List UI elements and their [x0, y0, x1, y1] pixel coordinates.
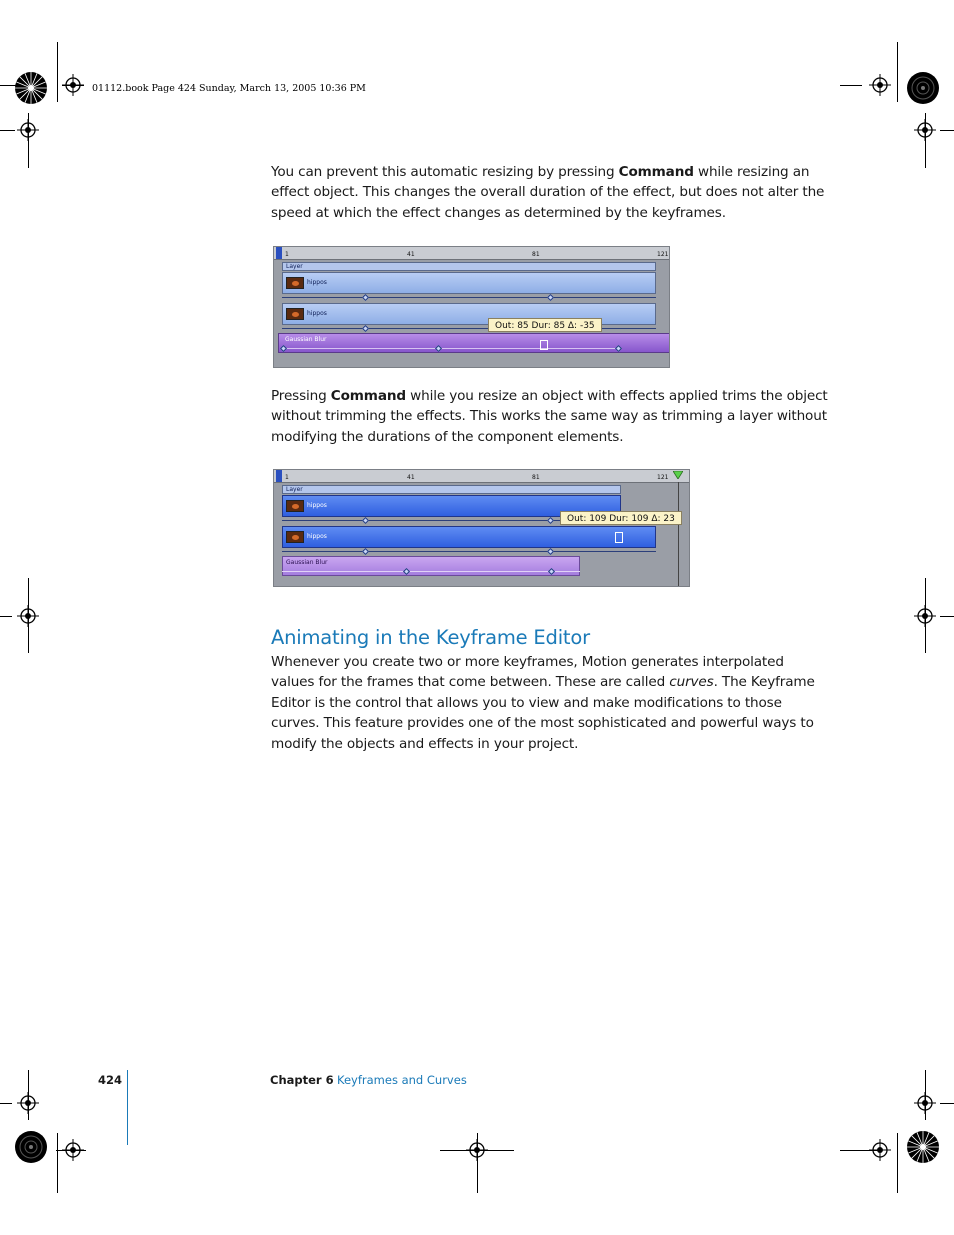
command-key-term: Command: [330, 388, 406, 404]
resize-cursor-icon: [615, 532, 623, 543]
color-target-mark-icon: [906, 71, 940, 105]
registration-mark-icon: [869, 74, 891, 96]
track-label: hippos: [307, 533, 327, 540]
track-bar-hippos[interactable]: [282, 272, 656, 294]
ruler-label: 81: [532, 474, 540, 481]
playhead-triangle-icon: [673, 471, 683, 479]
paragraph-resize-effect: [271, 162, 831, 223]
track-bar-hippos-selected[interactable]: [282, 526, 656, 548]
layer-group-bar[interactable]: [282, 485, 621, 494]
keyframe-line: [282, 348, 617, 349]
hippo-thumbnail: [286, 500, 304, 512]
keyframe-marker[interactable]: [362, 294, 369, 301]
registration-mark-icon: [62, 1139, 84, 1161]
timeline-ruler: [274, 247, 669, 260]
print-slug: 01112.book Page 424 Sunday, March 13, 2005 10:36 PM: [92, 83, 366, 94]
playhead-line: [678, 482, 679, 587]
keyframe-marker[interactable]: [547, 548, 554, 555]
layer-group-bar[interactable]: [282, 262, 656, 271]
layer-label: Layer: [286, 486, 303, 493]
paragraph-text: Pressing: [271, 388, 331, 404]
track-label: hippos: [307, 502, 327, 509]
registration-mark-icon: [62, 74, 84, 96]
page-number: 424: [98, 1073, 123, 1087]
ruler-label: 121: [657, 474, 669, 481]
starburst-mark-icon: [14, 71, 48, 105]
registration-mark-icon: [914, 1092, 936, 1114]
section-heading: Animating in the Keyframe Editor: [271, 626, 590, 649]
registration-mark-icon: [914, 119, 936, 141]
registration-mark-icon: [17, 119, 39, 141]
curves-term: curves: [669, 674, 714, 691]
keyframe-marker[interactable]: [362, 517, 369, 524]
keyframe-line: [282, 571, 580, 572]
keyframe-marker[interactable]: [547, 294, 554, 301]
keyframe-marker[interactable]: [362, 325, 369, 332]
footer-divider: [127, 1070, 128, 1145]
effect-bar-gaussian-blur[interactable]: [282, 556, 580, 576]
starburst-mark-icon: [906, 1130, 940, 1164]
registration-mark-icon: [17, 605, 39, 627]
registration-mark-icon: [17, 1092, 39, 1114]
paragraph-text: while you resize an object with effects applied trims the object without trimming the effects. This works the same way as trimming a layer without modifying the durations of the component elements.: [271, 388, 828, 445]
keyframe-line: [282, 297, 656, 298]
ruler-label: 1: [285, 251, 289, 258]
keyframe-line: [282, 551, 656, 552]
paragraph-trim-object: [271, 386, 831, 447]
paragraph-text: You can prevent this automatic resizing by pressing: [271, 164, 619, 180]
footer-chapter-title: Keyframes and Curves: [337, 1073, 467, 1087]
paragraph-keyframe-editor: [271, 652, 831, 754]
playhead-start-icon: [276, 470, 282, 482]
footer-chapter: Chapter 6: [270, 1073, 334, 1087]
ruler-label: 121: [657, 251, 669, 258]
effect-label: Gaussian Blur: [286, 559, 328, 566]
ruler-label: 1: [285, 474, 289, 481]
resize-cursor-icon: [540, 340, 548, 350]
registration-mark-icon: [914, 605, 936, 627]
hippo-thumbnail: [286, 308, 304, 320]
timeline-ruler: [274, 470, 689, 483]
registration-mark-icon: [466, 1139, 488, 1161]
timeline-screenshot-2: [273, 469, 690, 587]
ruler-label: 41: [407, 251, 415, 258]
layer-label: Layer: [286, 263, 303, 270]
ruler-label: 81: [532, 251, 540, 258]
paragraph-text: while resizing an effect object. This changes the overall duration of the effect, but does not alter the speed at which the effect changes as determined by the keyframes.: [271, 164, 825, 221]
color-target-mark-icon: [14, 1130, 48, 1164]
paragraph-text: . The Keyframe Editor is the control that allows you to view and make modifications to those curves. This feature provides one of the most sophisticated and powerful ways to modify the objects and effects in your project.: [271, 674, 815, 752]
timeline-screenshot-1: [273, 246, 670, 368]
effect-label: Gaussian Blur: [285, 336, 327, 343]
resize-tooltip: Out: 85 Dur: 85 Δ: -35: [488, 318, 602, 332]
command-key-term: Command: [618, 164, 694, 180]
keyframe-marker[interactable]: [547, 517, 554, 524]
hippo-thumbnail: [286, 531, 304, 543]
resize-tooltip: Out: 109 Dur: 109 Δ: 23: [560, 511, 682, 525]
hippo-thumbnail: [286, 277, 304, 289]
keyframe-marker[interactable]: [362, 548, 369, 555]
track-label: hippos: [307, 279, 327, 286]
paragraph-text: Whenever you create two or more keyframes, Motion generates interpolated values for the frames that come between. These are called: [271, 654, 784, 691]
playhead-start-icon: [276, 247, 282, 259]
ruler-label: 41: [407, 474, 415, 481]
track-label: hippos: [307, 310, 327, 317]
effect-bar-gaussian-blur[interactable]: [278, 333, 670, 353]
registration-mark-icon: [869, 1139, 891, 1161]
